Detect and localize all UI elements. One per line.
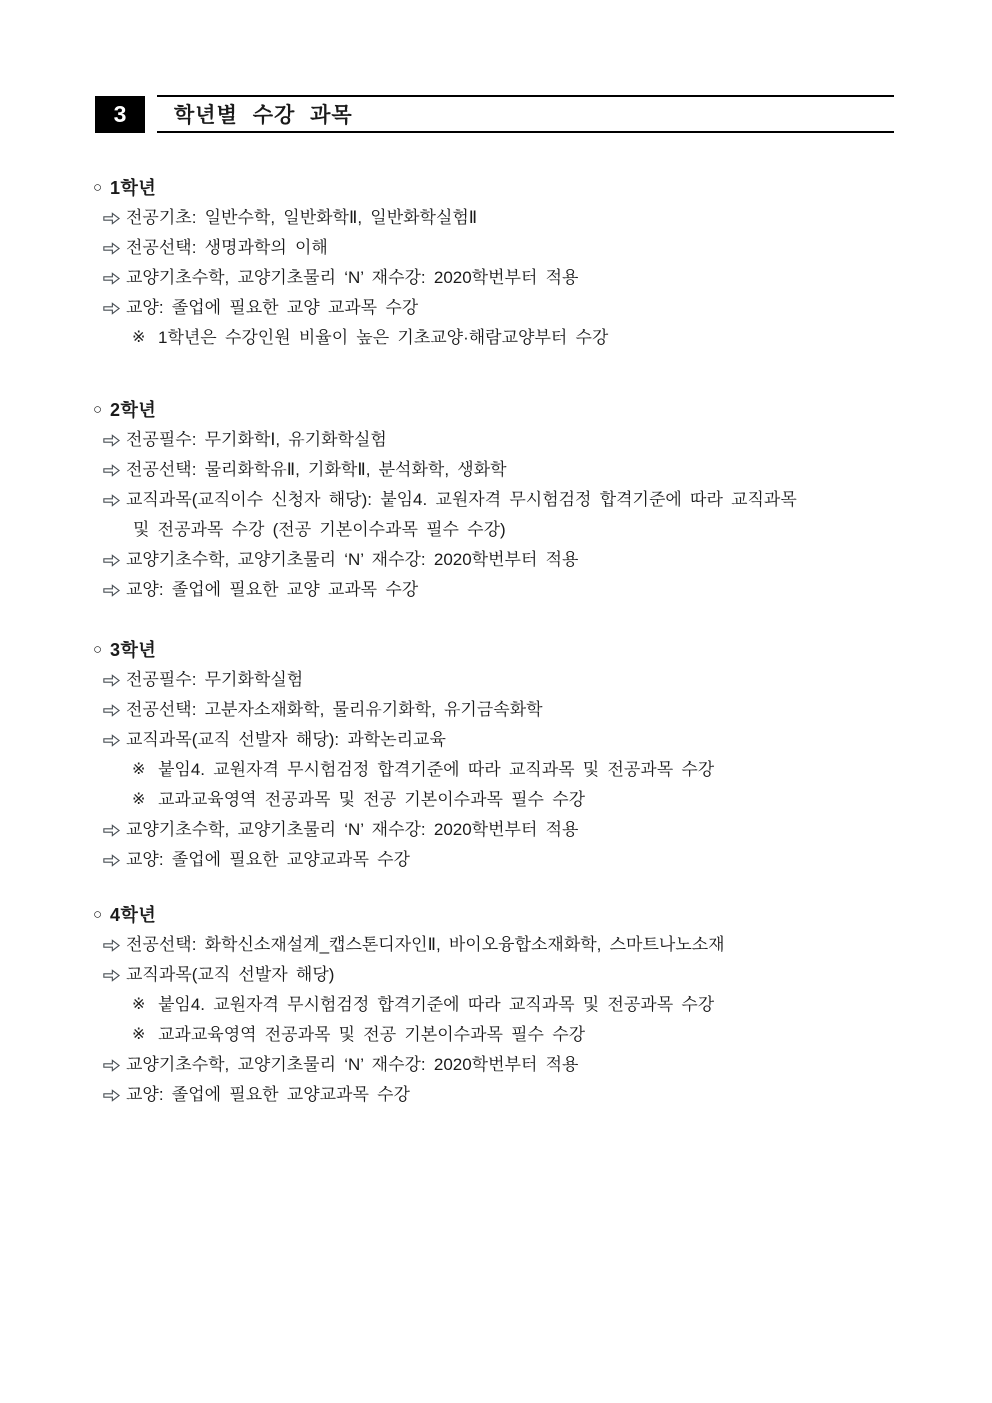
right-white-arrow-icon xyxy=(103,704,126,717)
right-white-arrow-icon xyxy=(103,854,126,867)
circle-bullet-icon: ○ xyxy=(93,641,103,658)
list-item xyxy=(0,485,992,515)
note-text: 교과교육영역 전공과목 및 전공 기본이수과목 필수 수강 xyxy=(158,790,586,809)
list-item xyxy=(0,695,992,725)
list-item xyxy=(0,1080,992,1110)
item-text: 전공필수: 무기화학Ⅰ, 유기화학실험 xyxy=(126,430,387,449)
list-item xyxy=(0,203,992,233)
note-item xyxy=(0,1020,992,1050)
list-item xyxy=(0,545,992,575)
item-text: 전공선택: 고분자소재화학, 물리유기화학, 유기금속화학 xyxy=(126,700,543,719)
item-text: 교양: 졸업에 필요한 교양 교과목 수강 xyxy=(126,298,419,317)
list-item-continuation xyxy=(0,515,992,545)
item-text: 및 전공과목 수강 (전공 기본이수과목 필수 수강) xyxy=(133,520,506,539)
section-title: 1학년 xyxy=(110,178,157,198)
item-text: 전공필수: 무기화학실험 xyxy=(126,670,304,689)
note-text: 1학년은 수강인원 비율이 높은 기초교양·해람교양부터 수강 xyxy=(158,328,609,347)
right-white-arrow-icon xyxy=(103,1089,126,1102)
circle-bullet-icon: ○ xyxy=(93,401,103,418)
reference-mark-icon: ※ xyxy=(132,1026,146,1043)
list-item xyxy=(0,665,992,695)
item-text: 교양: 졸업에 필요한 교양교과목 수강 xyxy=(126,1085,410,1104)
right-white-arrow-icon xyxy=(103,212,126,225)
item-text: 교양: 졸업에 필요한 교양교과목 수강 xyxy=(126,850,410,869)
list-item xyxy=(0,575,992,605)
list-item xyxy=(0,725,992,755)
section-heading xyxy=(0,635,992,665)
note-item xyxy=(0,785,992,815)
right-white-arrow-icon xyxy=(103,302,126,315)
right-white-arrow-icon xyxy=(103,939,126,952)
circle-bullet-icon: ○ xyxy=(93,906,103,923)
section-heading xyxy=(0,900,992,930)
note-item xyxy=(0,755,992,785)
page-title: 학년별 수강 과목 xyxy=(174,104,353,127)
note-item xyxy=(0,323,992,353)
right-white-arrow-icon xyxy=(103,1059,126,1072)
list-item xyxy=(0,293,992,323)
section-heading xyxy=(0,173,992,203)
right-white-arrow-icon xyxy=(103,969,126,982)
right-white-arrow-icon xyxy=(103,554,126,567)
item-text: 교양: 졸업에 필요한 교양 교과목 수강 xyxy=(126,580,419,599)
right-white-arrow-icon xyxy=(103,824,126,837)
section-header-banner xyxy=(157,95,894,133)
section-number: 3 xyxy=(113,101,127,127)
section-number-badge xyxy=(95,96,145,133)
list-item xyxy=(0,930,992,960)
list-item xyxy=(0,845,992,875)
item-text: 교직과목(교직 선발자 해당): 과학논리교육 xyxy=(126,730,446,749)
list-item xyxy=(0,263,992,293)
item-text: 교직과목(교직 선발자 해당) xyxy=(126,965,335,984)
reference-mark-icon: ※ xyxy=(132,791,146,808)
item-text: 전공기초: 일반수학, 일반화학Ⅱ, 일반화학실험Ⅱ xyxy=(126,208,478,227)
section-title: 2학년 xyxy=(110,400,157,420)
right-white-arrow-icon xyxy=(103,434,126,447)
note-text: 붙임4. 교원자격 무시험검정 합격기준에 따라 교직과목 및 전공과목 수강 xyxy=(158,760,715,779)
reference-mark-icon: ※ xyxy=(132,761,146,778)
section-grade-1 xyxy=(0,173,992,353)
right-white-arrow-icon xyxy=(103,584,126,597)
note-text: 붙임4. 교원자격 무시험검정 합격기준에 따라 교직과목 및 전공과목 수강 xyxy=(158,995,715,1014)
list-item xyxy=(0,425,992,455)
list-item xyxy=(0,233,992,263)
section-grade-4 xyxy=(0,900,992,1110)
list-item xyxy=(0,1050,992,1080)
section-grade-3 xyxy=(0,635,992,875)
item-text: 교양기초수학, 교양기초물리 ‘N’ 재수강: 2020학번부터 적용 xyxy=(126,550,579,569)
reference-mark-icon: ※ xyxy=(132,329,146,346)
right-white-arrow-icon xyxy=(103,242,126,255)
item-text: 교양기초수학, 교양기초물리 ‘N’ 재수강: 2020학번부터 적용 xyxy=(126,268,579,287)
item-text: 교직과목(교직이수 신청자 해당): 붙임4. 교원자격 무시험검정 합격기준에 따라 교직과목 xyxy=(126,490,797,509)
list-item xyxy=(0,815,992,845)
note-text: 교과교육영역 전공과목 및 전공 기본이수과목 필수 수강 xyxy=(158,1025,586,1044)
list-item xyxy=(0,455,992,485)
section-title: 3학년 xyxy=(110,640,157,660)
section-grade-2 xyxy=(0,395,992,605)
item-text: 전공선택: 화학신소재설계_캡스톤디자인Ⅱ, 바이오융합소재화학, 스마트나노소재 xyxy=(126,935,725,954)
right-white-arrow-icon xyxy=(103,674,126,687)
item-text: 교양기초수학, 교양기초물리 ‘N’ 재수강: 2020학번부터 적용 xyxy=(126,1055,579,1074)
note-item xyxy=(0,990,992,1020)
right-white-arrow-icon xyxy=(103,494,126,507)
section-title: 4학년 xyxy=(110,905,157,925)
right-white-arrow-icon xyxy=(103,734,126,747)
right-white-arrow-icon xyxy=(103,272,126,285)
item-text: 교양기초수학, 교양기초물리 ‘N’ 재수강: 2020학번부터 적용 xyxy=(126,820,579,839)
right-white-arrow-icon xyxy=(103,464,126,477)
circle-bullet-icon: ○ xyxy=(93,179,103,196)
reference-mark-icon: ※ xyxy=(132,996,146,1013)
list-item xyxy=(0,960,992,990)
section-heading xyxy=(0,395,992,425)
item-text: 전공선택: 생명과학의 이해 xyxy=(126,238,328,257)
item-text: 전공선택: 물리화학유Ⅱ, 기화학Ⅱ, 분석화학, 생화학 xyxy=(126,460,507,479)
